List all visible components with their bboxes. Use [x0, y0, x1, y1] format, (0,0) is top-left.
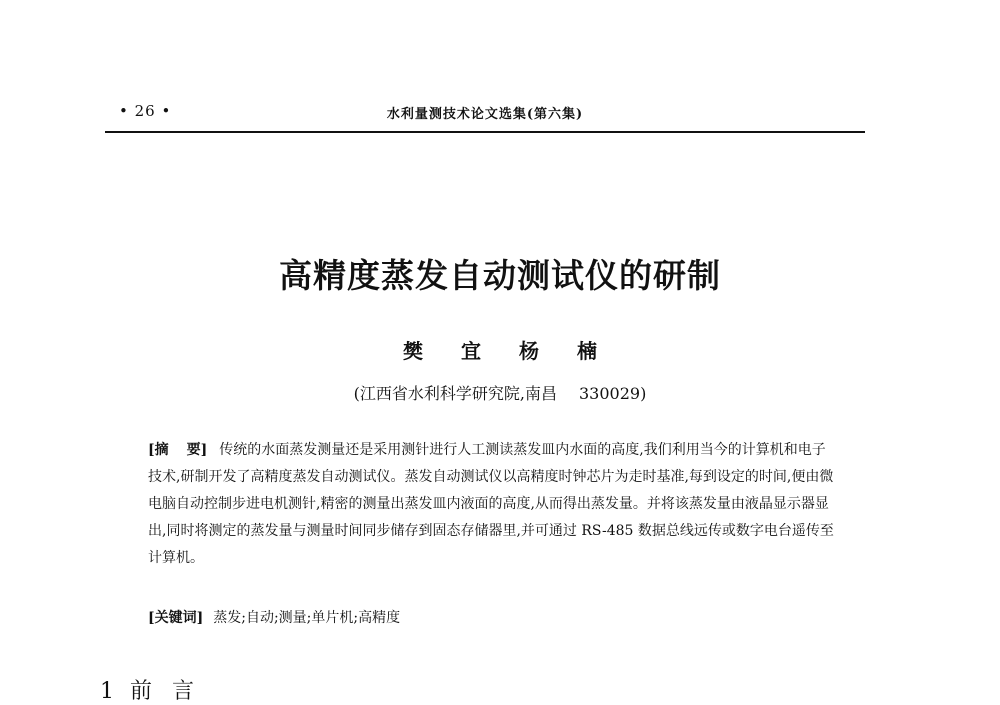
section-number: 1 [100, 679, 114, 704]
keywords-label: [关键词] [148, 610, 204, 626]
abstract-label-part2: 要] [186, 442, 208, 458]
keywords-text: 蒸发;自动;测量;单片机;高精度 [213, 610, 401, 626]
paper-title: 高精度蒸发自动测试仪的研制 [279, 256, 721, 295]
journal-title: 水利量测技术论文选集(第六集) [386, 107, 584, 122]
abstract [148, 437, 838, 572]
abstract-label-part1: [摘 [148, 442, 169, 458]
author-list [0, 335, 1000, 364]
keywords [148, 607, 838, 629]
running-header [105, 102, 865, 124]
page-number: • 26 • [119, 102, 172, 120]
abstract-text: 传统的水面蒸发测量还是采用测针进行人工测读蒸发皿内水面的高度,我们利用当今的计算机和电子技术,研制开发了高精度蒸发自动测试仪。蒸发自动测试仪以高精度时钟芯片为走时基准,每到设定的时间,便由微电脑自动控制步进电机测针,精密的测量出蒸发皿内液面的高度,从而得出蒸发量。并将该蒸发量由液晶显示器显出,同时将测定的蒸发量与测量时间同步储存到固态存储器里,并可通过 RS-485 数据总线远传或数字电台遥传至计算机。 [148, 442, 834, 566]
abstract-label [148, 442, 207, 458]
section-heading [100, 674, 214, 705]
header-rule [105, 131, 865, 133]
author-name-char: 楠 [577, 339, 597, 363]
affiliation-org: (江西省水利科学研究院,南昌 [353, 384, 557, 403]
author-name-char: 樊 [403, 339, 423, 363]
author-name-char: 宜 [461, 339, 481, 363]
affiliation-postcode: 330029) [579, 384, 647, 403]
section-title: 前言 [130, 679, 215, 704]
affiliation [0, 381, 1000, 404]
author-name-char: 杨 [519, 339, 539, 363]
